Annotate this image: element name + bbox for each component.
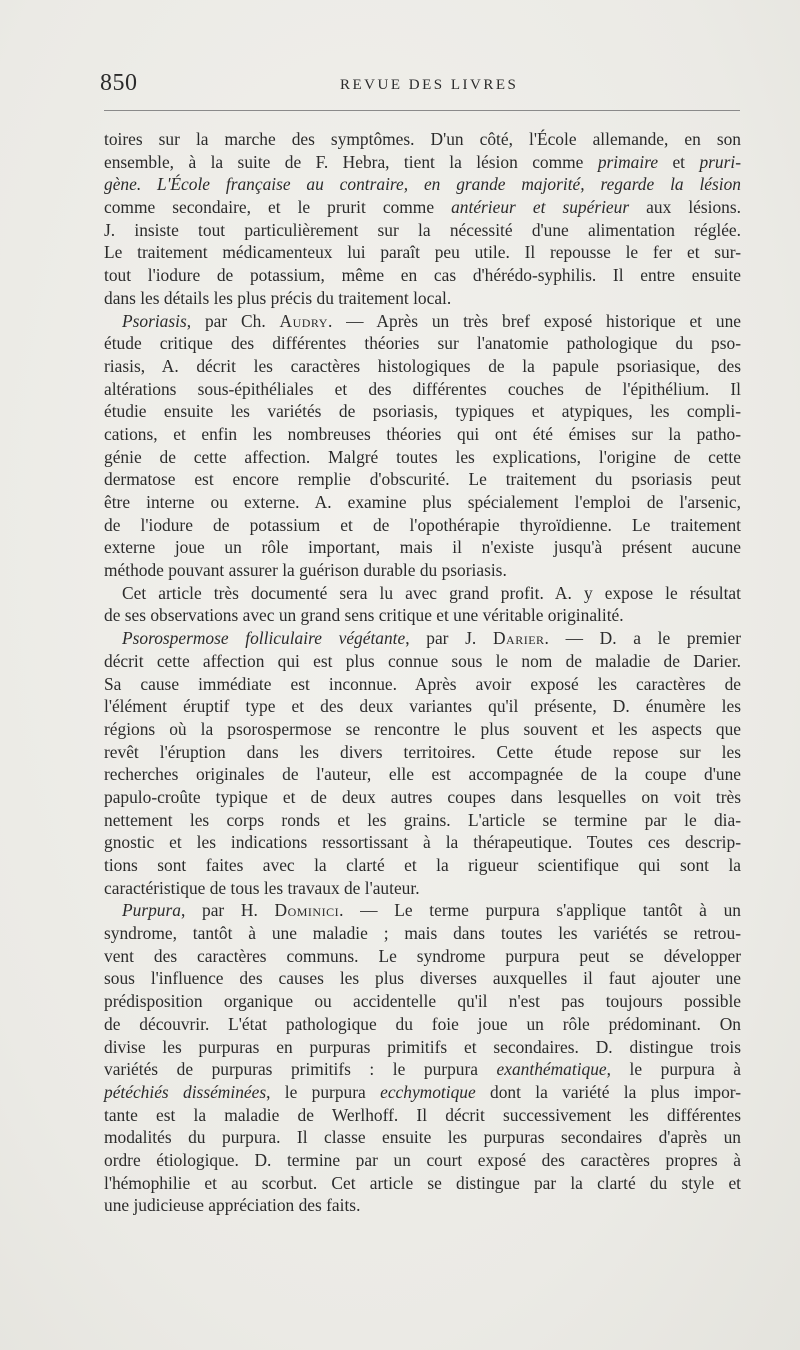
text-line: J. insiste tout particulièrement sur la nécessité d'une alimentation réglée. (104, 219, 741, 240)
text-line: toires sur la marche des symptômes. D'un côté, l'École allemande, en son (104, 129, 741, 149)
text-line: altérations sous-épithéliales et des différentes couches de l'épithélium. Il (104, 378, 741, 399)
text-line: dans les détails les plus précis du traitement local. (104, 287, 452, 308)
text-line: tout l'iodure de potassium, même en cas d'hérédo-syphilis. Il entre ensuite (104, 265, 741, 286)
review-psorospermose-heading: Psorospermose folliculaire végétante, par J. Darier. — D. a le premier (122, 628, 741, 649)
text-line: Cet article très documenté sera lu avec grand profit. A. y expose le résultat (122, 582, 741, 603)
text-line: syndrome, tantôt à une maladie ; mais dans toutes les variétés se retrou- (104, 923, 741, 944)
text-line: modalités du purpura. Il classe ensuite les purpuras secondaires d'après un (104, 1127, 741, 1148)
text-line: de ses observations avec un grand sens critique et une véritable originalité. (104, 605, 624, 626)
text-line: de découvrir. L'état pathologique du foie joue un rôle prédominant. On (104, 1013, 741, 1034)
text-line: tions sont faites avec la clarté et la rigueur scientifique qui sont la (104, 855, 741, 875)
text-line: génie de cette affection. Malgré toutes les explications, l'origine de cette (104, 446, 741, 467)
text-line: caractéristique de tous les travaux de l'auteur. (104, 877, 420, 898)
text-line: sous l'influence des causes les plus diverses auxquelles il faut ajouter une (104, 968, 741, 989)
text-line: dermatose est encore remplie d'obscurité. Le traitement du psoriasis peut (104, 469, 741, 490)
text-line: recherches originales de l'auteur, elle est accompagnée de la coupe d'une (104, 764, 741, 785)
text-line: ensemble, à la suite de F. Hebra, tient la lésion comme primaire et pruri- (104, 151, 741, 172)
body-text (104, 128, 741, 1217)
text-line: divise les purpuras en purpuras primitifs et secondaires. D. distingue trois (104, 1036, 741, 1057)
text-line: de l'iodure de potassium et de l'opothérapie thyroïdienne. Le traitement (104, 514, 741, 535)
text-line: gène. L'École française au contraire, en grande majorité, regarde la lésion (104, 174, 741, 195)
text-line: tante est la maladie de Werlhoff. Il décrit successivement les différentes (104, 1104, 741, 1125)
text-line: étude critique des différentes théories sur l'anatomie pathologique du pso- (104, 333, 741, 354)
review-purpura-heading: Purpura, par H. Dominici. — Le terme purpura s'applique tantôt à un (122, 900, 741, 921)
page-number: 850 (100, 70, 138, 96)
text-line: l'élément éruptif type et des deux variantes qu'il présente, D. énumère les (104, 696, 741, 717)
text-line: gnostic et les indications ressortissant à la thérapeutique. Toutes ces descrip- (104, 832, 741, 853)
text-line: Le traitement médicamenteux lui paraît peu utile. Il repousse le fer et sur- (104, 242, 741, 263)
text-line: Sa cause immédiate est inconnue. Après avoir exposé les caractères de (104, 673, 741, 694)
text-line: externe joue un rôle important, mais il n'existe jusqu'à présent aucune (104, 537, 741, 558)
text-line: revêt l'éruption dans les divers territoires. Cette étude repose sur les (104, 741, 741, 762)
text-line: riasis, A. décrit les caractères histologiques de la papule psoriasique, des (104, 355, 741, 376)
review-psoriasis-heading: Psoriasis, par Ch. Audry. — Après un très bref exposé historique et une (122, 310, 741, 331)
text-line: cations, et enfin les nombreuses théories qui ont été émises sur la patho- (104, 423, 741, 444)
text-line: pétéchiés disséminées, le purpura ecchymotique dont la variété la plus impor- (104, 1081, 741, 1102)
running-title: REVUE DES LIVRES (340, 77, 519, 93)
text-line: régions où la psorospermose se rencontre le plus souvent et les aspects que (104, 718, 741, 739)
text-line: l'hémophilie et au scorbut. Cet article se distingue par la clarté du style et (104, 1172, 741, 1193)
text-line: comme secondaire, et le prurit comme antérieur et supérieur aux lésions. (104, 197, 741, 218)
text-line: ordre étiologique. D. termine par un court exposé des caractères propres à (104, 1149, 741, 1170)
text-line: variétés de purpuras primitifs : le purpura exanthématique, le purpura à (104, 1059, 741, 1080)
text-line: étudie ensuite les variétés de psoriasis, typiques et atypiques, les compli- (104, 401, 741, 422)
text-line: décrit cette affection qui est plus connue sous le nom de maladie de Darier. (104, 650, 741, 671)
text-line: méthode pouvant assurer la guérison durable du psoriasis. (104, 560, 507, 581)
text-line: vent des caractères communs. Le syndrome purpura peut se développer (104, 945, 741, 966)
text-line: une judicieuse appréciation des faits. (104, 1195, 361, 1216)
text-line: prédisposition organique ou accidentelle qu'il n'est pas toujours possible (104, 991, 741, 1012)
text-line: papulo-croûte typique et de deux autres coupes dans lesquelles on voit très (104, 786, 741, 807)
header-rule (104, 110, 740, 111)
text-line: nettement les corps ronds et les grains. L'article se termine par le dia- (104, 809, 741, 830)
text-line: être interne ou externe. A. examine plus spécialement l'emploi de l'arsenic, (104, 492, 741, 512)
